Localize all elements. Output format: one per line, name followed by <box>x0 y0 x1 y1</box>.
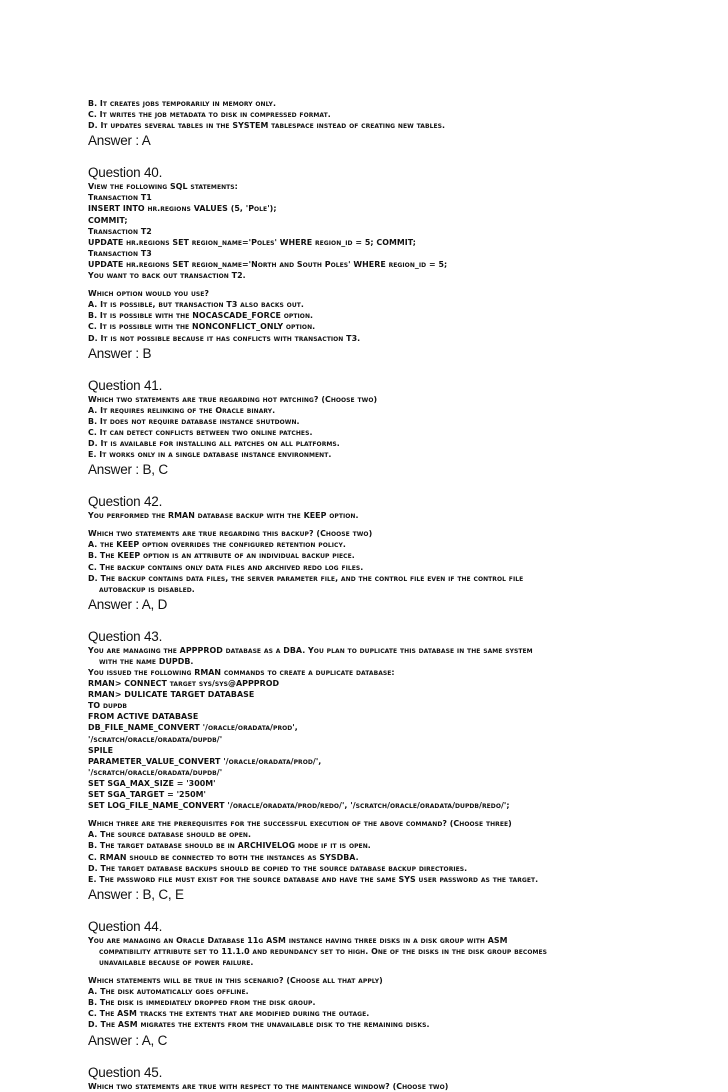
question-line: D. The ASM migrates the extents from the unavailable disk to the remaining disks. <box>88 1020 430 1030</box>
intro-line: C. It writes the job metadata to disk in compressed format. <box>88 110 331 120</box>
question-line: Which two statements are true with respect to the maintenance window? (Choose two) <box>88 1081 449 1091</box>
question-line: COMMIT; <box>88 215 128 225</box>
question-line: View the following SQL statements: <box>88 182 238 192</box>
block-spacer <box>88 281 648 288</box>
question-line: UPDATE hr.regions SET region_name='North and South Poles' WHERE region_id = 5; <box>88 259 448 269</box>
question-line: B. The target database should be in ARCHIVELOG mode if it is open. <box>88 841 371 851</box>
question-line: TO dupdb <box>88 701 128 711</box>
question-line: C. It is possible with the NONCONFLICT_ONLY option. <box>88 322 316 332</box>
question-line: A. The disk automatically goes offline. <box>88 987 249 997</box>
question-line: B. The disk is immediately dropped from the disk group. <box>88 998 316 1008</box>
question-line: C. The ASM tracks the extents that are modified during the outage. <box>88 1009 370 1019</box>
question-title: Question 45. <box>88 1064 163 1080</box>
question-line: D. The target database backups should be copied to the source database backup directories. <box>88 863 468 873</box>
question-title: Question 43. <box>88 628 163 644</box>
question-line: Transaction T1 <box>88 193 152 203</box>
answer-label: Answer : A <box>88 133 151 149</box>
question-line: '/scratch/oracle/oradata/dupdb/' <box>88 767 223 777</box>
question-line: D. It is available for installing all patches on all platforms. <box>88 438 340 448</box>
question-line: A. the KEEP option overrides the configured retention policy. <box>88 540 346 550</box>
question-line: RMAN> CONNECT target sys/sys@APPPROD <box>88 679 280 689</box>
question-line: B. It does not require database instance shutdown. <box>88 416 300 426</box>
question-line: SET SGA_TARGET = '250M' <box>88 790 207 800</box>
question-title: Question 40. <box>88 165 163 181</box>
question-line: A. It is possible, but transaction T3 also backs out. <box>88 300 304 310</box>
question-title: Question 41. <box>88 377 163 393</box>
question-line: D. The backup contains data files, the server parameter file, and the control file even if the control file <box>88 573 524 583</box>
question-line: with the name DUPDB. <box>99 656 194 666</box>
question-line: DB_FILE_NAME_CONVERT '/oracle/oradata/prod', <box>88 723 298 733</box>
question-line: B. It is possible with the NOCASCADE_FORCE option. <box>88 311 314 321</box>
intro-line: B. It creates jobs temporarily in memory only. <box>88 99 277 108</box>
question-line: PARAMETER_VALUE_CONVERT '/oracle/oradata/prod/', <box>88 756 322 766</box>
answer-label: Answer : A, D <box>88 596 168 612</box>
block-spacer <box>88 968 648 975</box>
answer-label: Answer : B, C, E <box>88 886 184 902</box>
question-line: You issued the following RMAN commands to create a duplicate database: <box>88 668 395 677</box>
question-line: C. RMAN should be connected to both the instances as SYSDBA. <box>88 852 359 862</box>
question-line: A. The source database should be open. <box>88 830 252 840</box>
question-title: Question 44. <box>88 918 163 934</box>
question-line: FROM ACTIVE DATABASE <box>88 712 199 722</box>
question-line: A. It requires relinking of the Oracle binary. <box>88 405 276 415</box>
question-line: Which three are the prerequisites for the successful execution of the above command? (Choose three) <box>88 819 512 829</box>
question-title: Question 42. <box>88 494 163 510</box>
question-line: Which two statements are true regarding this backup? (Choose two) <box>88 529 373 539</box>
block-spacer <box>88 521 648 528</box>
question-line: You are managing the APPPROD database as a DBA. You plan to duplicate this database in the same system <box>88 645 533 655</box>
question-line: compatibility attribute set to 11.1.0 and redundancy set to high. One of the disks in the disk group becomes <box>99 946 548 956</box>
question-line: RMAN> DULICATE TARGET DATABASE <box>88 690 255 700</box>
question-line: Which two statements are true regarding hot patching? (Choose two) <box>88 394 378 404</box>
question-line: INSERT INTO hr.regions VALUES (5, 'Pole'); <box>88 204 277 214</box>
document-page <box>88 98 648 1092</box>
question-line: C. It can detect conflicts between two online patches. <box>88 427 313 437</box>
question-line: SET LOG_FILE_NAME_CONVERT '/oracle/oradata/prod/redo/', '/scratch/oracle/oradata/dupdb/redo/'; <box>88 801 510 811</box>
question-line: autobackup is disabled. <box>99 584 195 594</box>
question-line: SET SGA_MAX_SIZE = '300M' <box>88 778 216 788</box>
question-line: Transaction T2 <box>88 226 152 236</box>
intro-line: D. It updates several tables in the SYSTEM tablespace instead of creating new tables. <box>88 121 446 131</box>
question-line: E. It works only in a single database instance environment. <box>88 450 332 460</box>
question-line: '/scratch/oracle/oradata/dupdb/' <box>88 734 223 744</box>
question-line: Which statements will be true in this scenario? (Choose all that apply) <box>88 976 383 986</box>
answer-label: Answer : B <box>88 345 152 361</box>
answer-label: Answer : B, C <box>88 462 168 478</box>
question-line: Which option would you use? <box>88 289 210 299</box>
question-line: C. The backup contains only data files and archived redo log files. <box>88 562 364 572</box>
question-line: SPILE <box>88 745 114 755</box>
answer-label: Answer : A, C <box>88 1032 168 1048</box>
question-line: You performed the RMAN database backup with the KEEP option. <box>88 511 359 521</box>
question-line: B. The KEEP option is an attribute of an individual backup piece. <box>88 551 355 561</box>
question-line: You want to back out transaction T2. <box>88 271 246 281</box>
question-line: D. It is not possible because it has conflicts with transaction T3. <box>88 333 361 343</box>
question-line: unavailable because of power failure. <box>99 957 254 967</box>
question-line: Transaction T3 <box>88 248 152 258</box>
block-spacer <box>88 811 648 818</box>
question-line: UPDATE hr.regions SET region_name='Poles' WHERE region_id = 5; COMMIT; <box>88 237 416 247</box>
question-line: E. The password file must exist for the source database and have the same SYS user password as the target. <box>88 874 539 884</box>
question-line: You are managing an Oracle Database 11g ASM instance having three disks in a disk group with ASM <box>88 935 508 945</box>
